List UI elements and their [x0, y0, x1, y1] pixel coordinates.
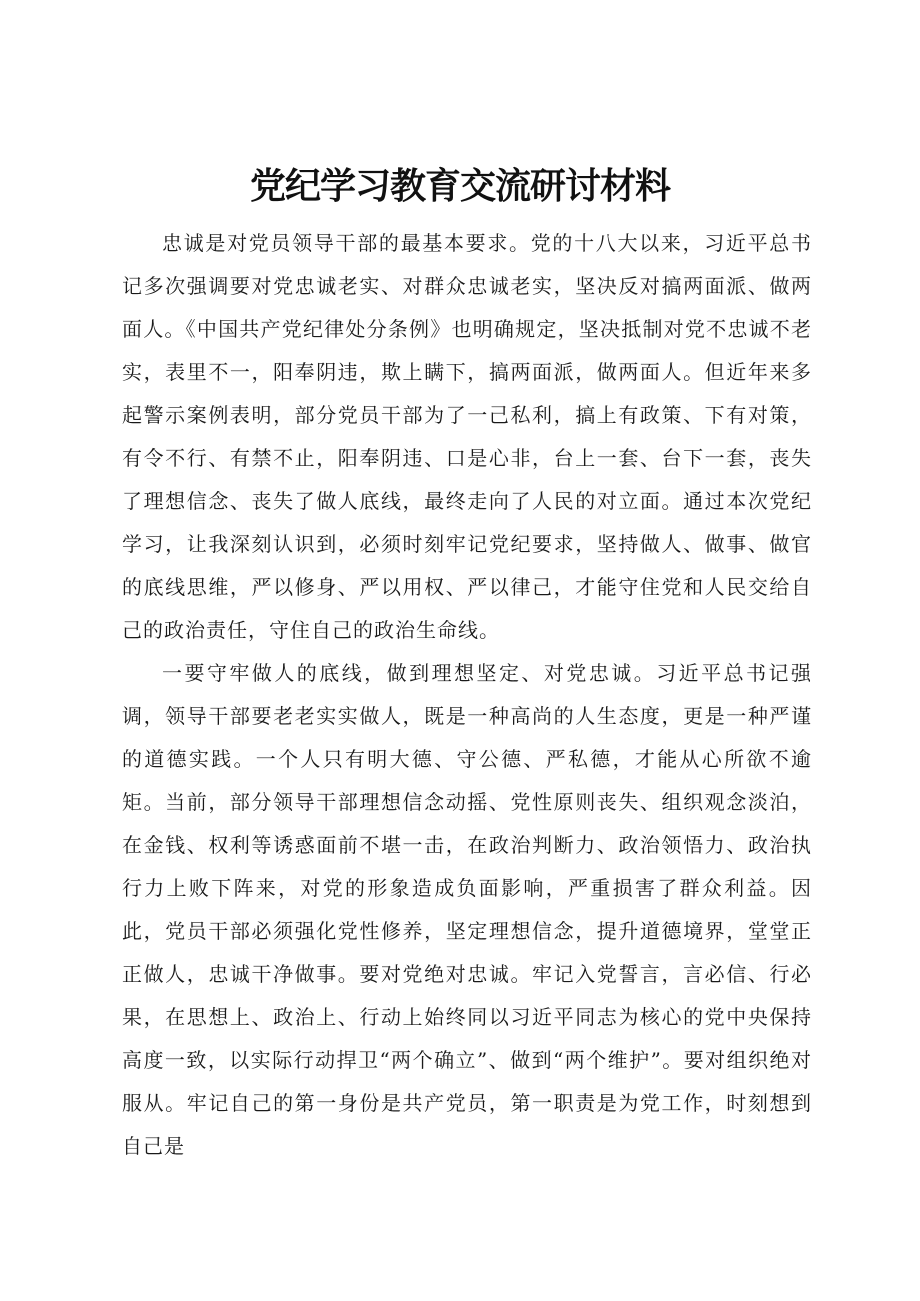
- paragraph-point-one: 一要守牢做人的底线，做到理想坚定、对党忠诚。习近平总书记强调，领导干部要老老实实做人，既是一种高尚的人生态度，更是一种严谨的道德实践。一个人只有明大德、守公德、严私德，才能从心所欲不逾矩。当前，部分领导干部理想信念动摇、党性原则丧失、组织观念淡泊，在金钱、权利等诱惑面前不堪一击，在政治判断力、政治领悟力、政治执行力上败下阵来，对党的形象造成负面影响，严重损害了群众利益。因此，党员干部必须强化党性修养，坚定理想信念，提升道德境界，堂堂正正做人，忠诚干净做事。要对党绝对忠诚。牢记入党誓言，言必信、行必果，在思想上、政治上、行动上始终同以习近平同志为核心的党中央保持高度一致，以实际行动捍卫“两个确立”、做到“两个维护”。要对组织绝对服从。牢记自己的第一身份是共产党员，第一职责是为党工作，时刻想到自己是: [122, 661, 812, 1158]
- document-body: [122, 222, 812, 1168]
- document-title: 党纪学习教育交流研讨材料: [249, 166, 670, 207]
- paragraph-intro: 忠诚是对党员领导干部的最基本要求。党的十八大以来，习近平总书记多次强调要对党忠诚老实、对群众忠诚老实，坚决反对搞两面派、做两面人。《中国共产党纪律处分条例》也明确规定，坚决抵制对党不忠诚不老实，表里不一，阳奉阴违，欺上瞒下，搞两面派，做两面人。但近年来多起警示案例表明，部分党员干部为了一己私利，搞上有政策、下有对策，有令不行、有禁不止，阳奉阴违、口是心非，台上一套、台下一套，丧失了理想信念、丧失了做人底线，最终走向了人民的对立面。通过本次党纪学习，让我深刻认识到，必须时刻牢记党纪要求，坚持做人、做事、做官的底线思维，严以修身、严以用权、严以律己，才能守住党和人民交给自己的政治责任，守住自己的政治生命线。: [122, 231, 812, 642]
